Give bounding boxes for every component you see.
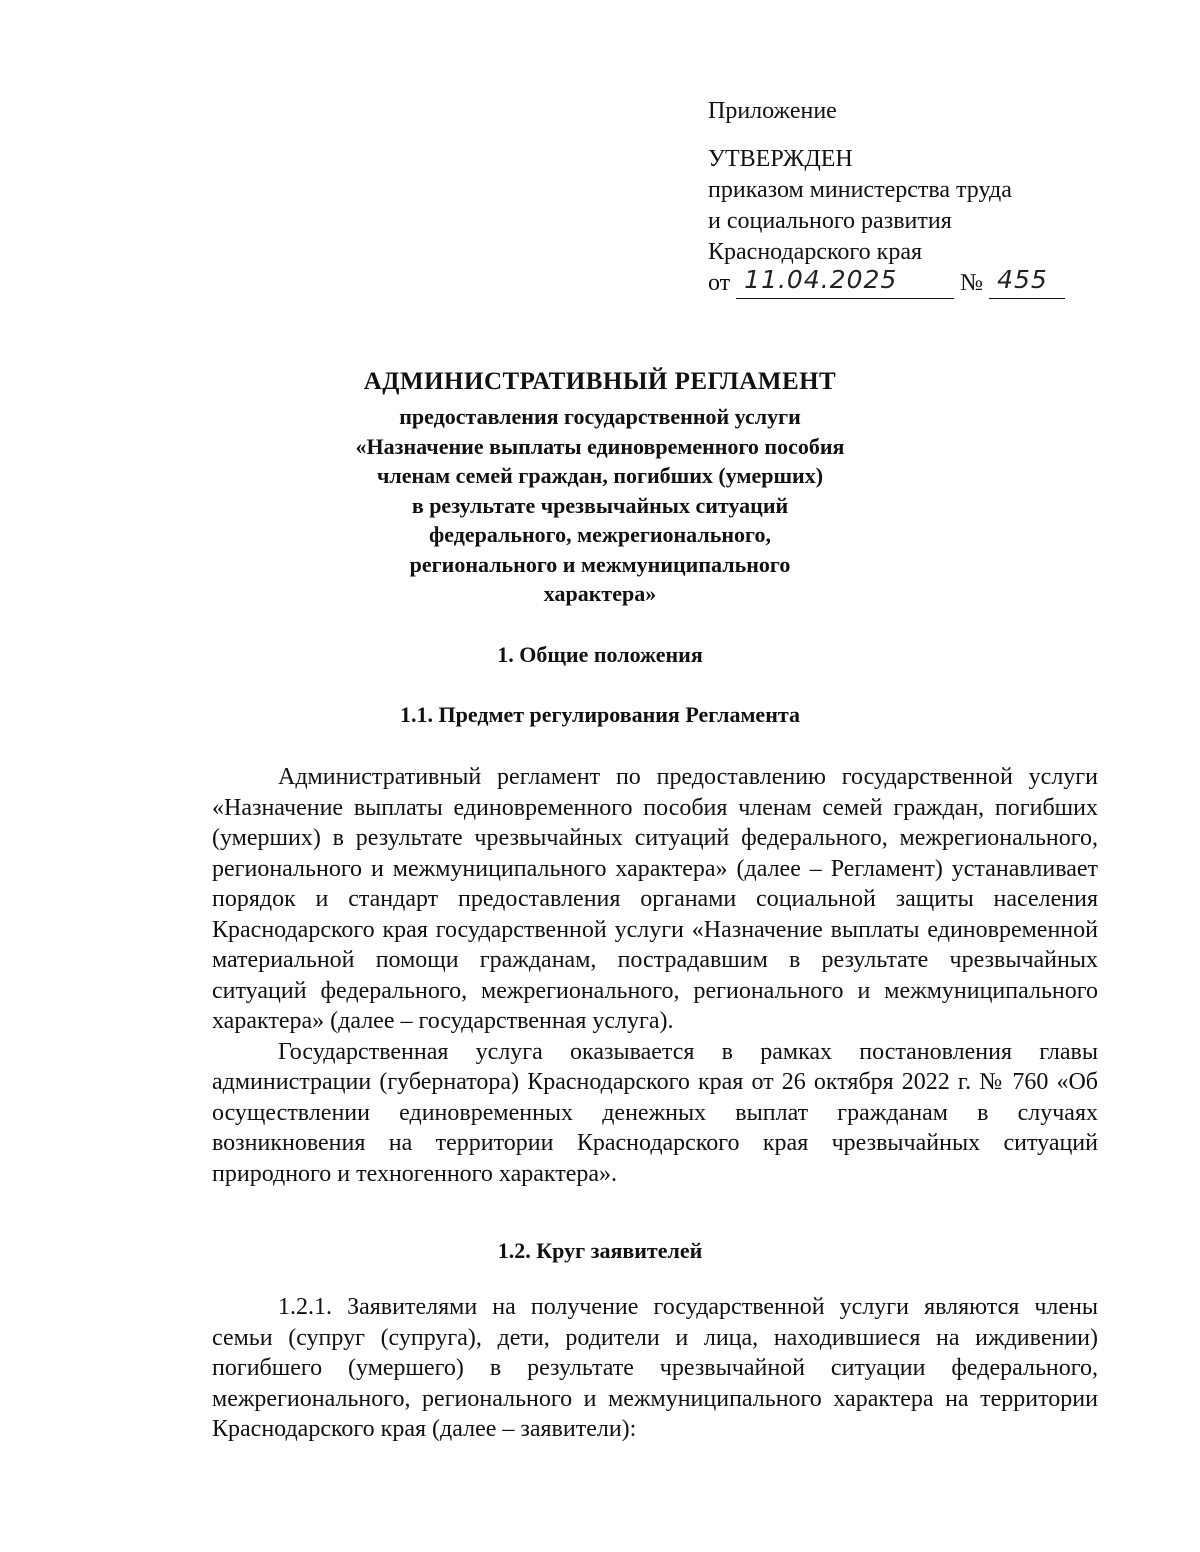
paragraph: 1.2.1. Заявителями на получение государственной услуги являются члены семьи (супруг (супруга), дети, родители и лица, находившиеся на иждивении) погибшего (умершего) в результате чрезвычайной ситуации федерального, межрегионального, регионального и межмуниципального характера на территории Краснодарского края (далее – заявители): [212, 1294, 1098, 1442]
order-date-handwritten: 11.04.2025 [744, 265, 898, 294]
approved-label: УТВЕРЖДЕН [708, 146, 853, 172]
date-prefix: от [708, 270, 731, 296]
subsection-1-2-heading: 1.2. Круг заявителей [497, 1238, 703, 1263]
regulation-title [240, 362, 960, 609]
section-1-heading: 1. Общие положения [497, 642, 703, 667]
title-line: предоставления государственной услуги [399, 404, 801, 429]
subsection-1-1-heading: 1.1. Предмет регулирования Регламента [400, 702, 800, 727]
title-line: характера» [543, 581, 657, 606]
title-line: в результате чрезвычайных ситуаций [411, 492, 789, 518]
order-date-number-row [708, 265, 1108, 302]
appendix-label: Приложение [708, 98, 837, 124]
title-main: АДМИНИСТРАТИВНЫЙ РЕГЛАМЕНТ [363, 368, 837, 395]
title-line: регионального и межмуниципального [409, 551, 791, 577]
title-line: федерального, межрегионального, [429, 522, 771, 547]
subsection-1-2-body [212, 1292, 1098, 1445]
title-line: членам семей граждан, погибших (умерших) [376, 463, 824, 488]
title-line: «Назначение выплаты единовременного пособия [355, 433, 845, 459]
order-number-handwritten: 455 [997, 265, 1048, 294]
approval-line-1: приказом министерства труда [708, 177, 1012, 203]
order-number-field [989, 265, 1065, 299]
order-date-field [736, 265, 954, 299]
approval-block [708, 96, 1108, 302]
subsection-1-1-body [212, 762, 1098, 1189]
approval-line-2: и социального развития [708, 208, 952, 234]
approval-line-3: Краснодарского края [708, 239, 923, 265]
paragraph: Государственная услуга оказывается в рамках постановления главы администрации (губернатора) Краснодарского края от 26 октября 2022 г. № 760 «Об осуществлении единовременных денежных выплат гражданам в случаях возникновения на территории Краснодарского края чрезвычайных ситуаций природного и техногенного характера». [212, 1038, 1098, 1187]
paragraph: Административный регламент по предоставлению государственной услуги «Назначение выплаты единовременного пособия членам семей граждан, погибших (умерших) в результате чрезвычайных ситуаций федерального, межрегионального, регионального и межмуниципального характера» (далее – Регламент) устанавливает порядок и стандарт предоставления органами социальной защиты населения Краснодарского края государственной услуги «Назначение выплаты единовременной материальной помощи гражданам, пострадавшим в результате чрезвычайных ситуаций федерального, межрегионального, регионального и межмуниципального характера» (далее – государственная услуга). [212, 764, 1098, 1034]
number-prefix: № [960, 270, 984, 296]
